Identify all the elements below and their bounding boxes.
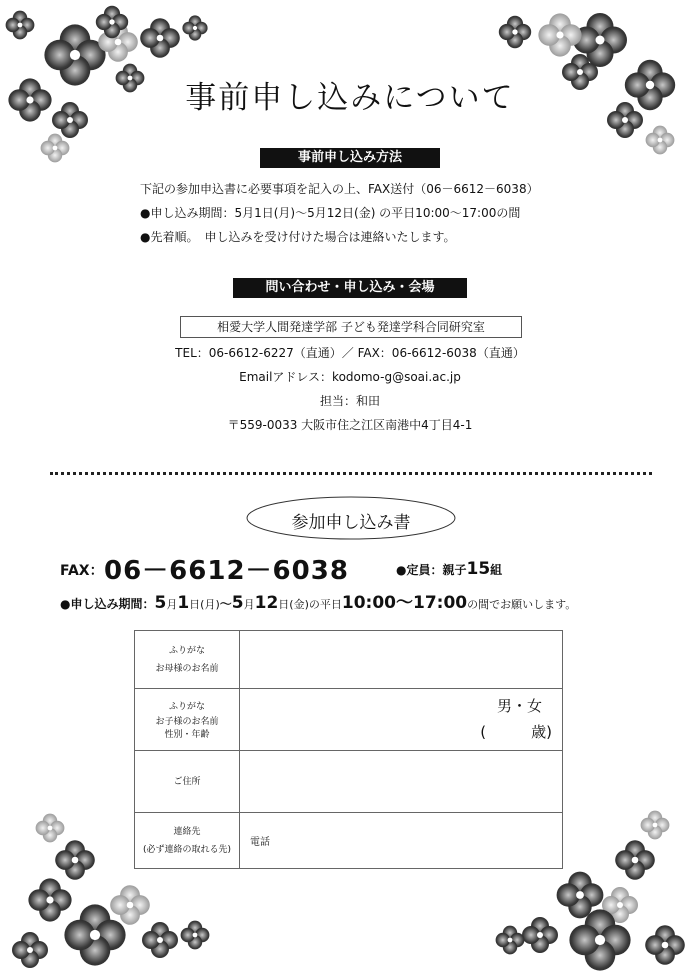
method-first-come: ●先着順。 申し込みを受け付けた場合は連絡いたします。: [140, 230, 456, 244]
dotted-divider: [50, 472, 652, 475]
phone-field[interactable]: 電話: [240, 813, 563, 869]
table-row: [135, 631, 563, 689]
method-instruction: 下記の参加申込書に必要事項を記入の上、FAX送付（06－6612－6038）: [140, 182, 539, 196]
mother-name-field[interactable]: [240, 631, 563, 689]
fax-number: 06－6612－6038: [104, 556, 349, 586]
method-period: ●申し込み期間：5月1日(月)～5月12日(金) の平日10:00～17:00の間: [140, 206, 521, 220]
contact-header: 連絡先 (必ず連絡の取れる先): [135, 813, 240, 869]
table-row: [135, 751, 563, 813]
contact-person: 担当：和田: [319, 394, 380, 408]
application-period: ●申し込み期間：5月1日(月)～5月12日(金)の平日10:00～17:00の間でお願いします。: [60, 593, 577, 613]
address-field[interactable]: [240, 751, 563, 813]
capacity-text: ●定員：親子15組: [396, 559, 503, 579]
tel-fax-line: TEL：06-6612-6227（直通）／ FAX：06-6612-6038（直通）: [175, 346, 525, 360]
email-line: Emailアドレス：kodomo-g@soai.ac.jp: [239, 370, 461, 384]
page-title: 事前申し込みについて: [185, 80, 515, 116]
child-name-field[interactable]: [240, 689, 563, 751]
contact-section-label: 問い合わせ・申し込み・会場: [233, 278, 467, 298]
address-line: 〒559-0033 大阪市住之江区南港中4丁目4-1: [227, 418, 473, 432]
form-title: 参加申し込み書: [291, 513, 411, 533]
organization-box: 相愛大学人間発達学部 子ども発達学科合同研究室: [180, 316, 522, 338]
fax-label: FAX：: [60, 563, 104, 579]
table-row: [135, 813, 563, 869]
mother-name-header: ふりがな お母様のお名前: [135, 631, 240, 689]
method-section-label: 事前申し込み方法: [260, 148, 440, 168]
child-name-header: ふりがな お子様のお名前 性別・年齢: [135, 689, 240, 751]
gender-option: 男・女: [496, 697, 542, 715]
entry-form-table: [134, 630, 563, 869]
address-header: ご住所: [135, 751, 240, 813]
table-row: [135, 689, 563, 751]
age-field: ( 歳): [480, 723, 552, 741]
